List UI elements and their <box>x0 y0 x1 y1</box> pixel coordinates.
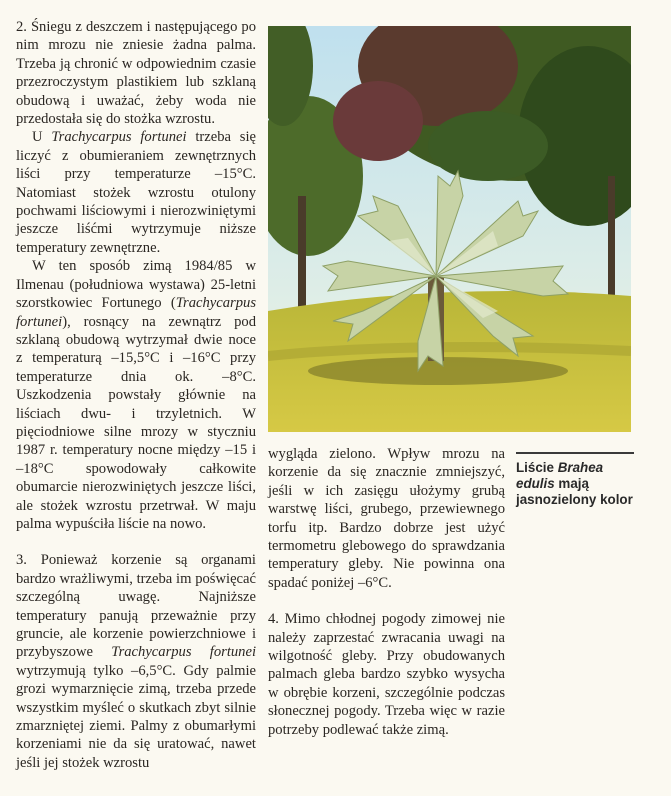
caption-text: mają jasnozielony kolor <box>516 476 633 507</box>
text-span: U <box>32 129 52 146</box>
paragraph-2: 2. Śniegu z deszczem i następującego po nim mrozu nie zniesie żadna palma. Trzeba ją chronić w odpowiednim czasie przezroczystym plastikiem lub szklaną obudową i uważać, żeby woda nie przedostała się do stożka wzrostu. <box>16 19 256 128</box>
text-span: ), rosnący na zewnątrz pod szklaną obudową wytrzymał dwie noce z temperaturą –15,5°C i –16°C przy temperaturze dnia ok. –8°C. Uszkodzenia powstały głównie na liściach dwu- i trzyletnich. W pięciodniowe silne mrozy w styczniu 1987 r. temperatury nocne między –15 i –18°C spowodowały całkowite obumarcie nierozwiniętych jeszcze liści, ale stożek wzrostu przetrwał. W maju palma wypuściła liście na nowo. <box>16 313 256 532</box>
paragraph-ilmenau <box>16 257 256 533</box>
middle-text-column <box>268 445 505 739</box>
palm-photo <box>268 26 631 432</box>
palm-photo-illustration <box>268 26 631 432</box>
text-span: wytrzymują tylko –6,5°C. Gdy palmie grozi wymarznięcie zimą, trzeba przede wszystkim myśleć o skutkach zbyt silnie zmarzniętej ziemi. Palmy z obumarłymi korzeniami nie da się uratować, nawet jeśli jej stożek wzrostu <box>16 662 256 771</box>
caption-species: Brahea edulis <box>516 460 604 491</box>
species-name: Trachycarpus fortunei <box>111 644 256 661</box>
species-name: Trachycarpus fortunei <box>51 129 187 146</box>
paragraph-4: 4. Mimo chłodnej pogody zimowej nie należy zaprzestać zwracania uwagi na wilgotność gleby. Przy obudowanych palmach gleba bardzo szybko wysycha w obrębie korzeni, szczególnie podczas słonecznej pogody. Trzeba więc w razie potrzeby podlewać także zimą. <box>268 611 505 738</box>
photo-caption <box>516 452 634 508</box>
paragraph-3 <box>16 551 256 772</box>
caption-text: Liście <box>516 460 558 475</box>
paragraph-roots-continued: wygląda zielono. Wpływ mrozu na korzenie da się znacznie zmniejszyć, jeśli w ich zasięgu ułożymy grubą warstwę liści, grubego, przewiewnego torfu itp. Bardzo dobrze jest użyć termometru glebowego do sprawdzania temperatury gleby. Nie powinna ona spadać poniżej –6°C. <box>268 446 505 591</box>
text-span: 3. Ponieważ korzenie są organami bardzo wrażliwymi, trzeba im poświęcać szczególną uwagę. Najniższe temperatury panują przeważnie przy gruncie, ale korzenie powierzchniowe i przybyszowe <box>16 552 256 661</box>
paragraph-trachycarpus <box>16 128 256 257</box>
text-span: W ten sposób zimą 1984/85 w Ilmenau (południowa wystawa) 25-letni szorstkowiec Fortunego ( <box>16 258 256 312</box>
species-name: Trachycarpus fortunei <box>16 295 256 330</box>
text-span: trzeba się liczyć z obumieraniem zewnętrznych liści przy temperaturze –15°C. Natomiast stożek wzrostu otulony pochwami liściowymi i nierozwiniętymi jeszcze liśćmi wytrzymuje niższe temperatury zewnętrzne. <box>16 129 257 256</box>
left-text-column <box>16 18 256 772</box>
